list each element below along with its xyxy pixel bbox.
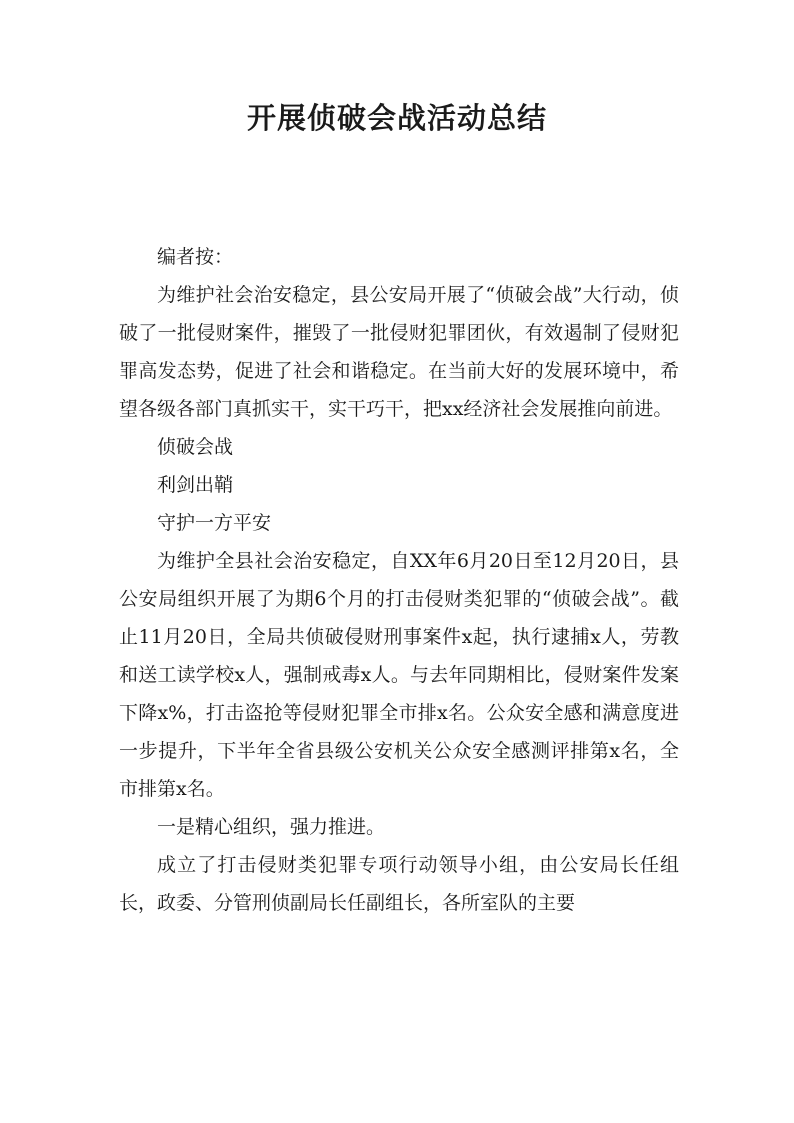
heading-line-1: 侦破会战 [157, 436, 234, 458]
editor-note-paragraph: 为维护社会治安稳定，县公安局开展了“侦破会战”大行动，侦破了一批侵财案件，摧毁了一批侵财犯罪团伙，有效遏制了侵财犯罪高发态势，促进了社会和谐稳定。在当前大好的发展环境中，希望各级各部门真抓实干，实干巧干，把xx经济社会发展推向前进。 [119, 284, 679, 420]
summary-paragraph: 为维护全县社会治安稳定，自XX年6月20日至12月20日，县公安局组织开展了为期6个月的打击侵财类犯罪的“侦破会战”。截止11月20日，全局共侦破侵财刑事案件x起，执行逮捕x人，劳教和送工读学校x人，强制戒毒x人。与去年同期相比，侵财案件发案下降x%，打击盗抢等侵财犯罪全市排x名。公众安全感和满意度进一步提升，下半年全省县级公安机关公众安全感测评排第x名，全市排第x名。 [119, 550, 679, 800]
document-body [119, 238, 679, 922]
section-paragraph: 成立了打击侵财类犯罪专项行动领导小组，由公安局长任组长，政委、分管刑侦副局长任副组长，各所室队的主要 [119, 854, 679, 914]
document-title: 开展侦破会战活动总结 [246, 101, 547, 135]
heading-line-2: 利剑出鞘 [157, 474, 234, 496]
heading-line-3: 守护一方平安 [157, 512, 272, 534]
editor-note-label: 编者按： [157, 246, 234, 268]
section-heading: 一是精心组织，强力推进。 [157, 816, 386, 838]
